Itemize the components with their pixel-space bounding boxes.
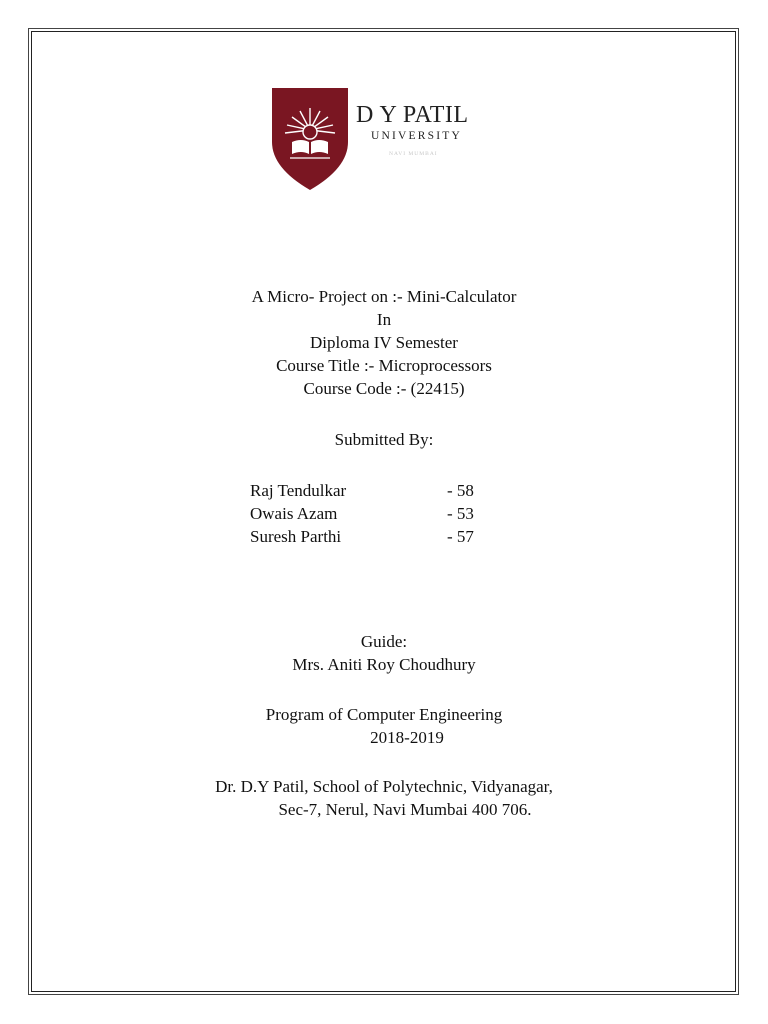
address-block [0,775,768,821]
logo-subtitle: UNIVERSITY [371,130,462,142]
submitted-by-label: Submitted By: [334,430,434,449]
guide-name: Mrs. Aniti Roy Choudhury [292,655,476,674]
program-block [0,703,768,749]
semester: Diploma IV Semester [310,333,458,352]
address-line-1: Dr. D.Y Patil, School of Polytechnic, Vidyanagar, [215,777,553,796]
member-roll: - 53 [447,504,474,523]
guide-block [0,630,768,676]
course-code: Course Code :- (22415) [303,379,465,398]
member-roll: - 58 [447,481,474,500]
project-title: A Micro- Project on :- Mini-Calculator [251,287,517,306]
address-line-2: Sec-7, Nerul, Navi Mumbai 400 706. [278,800,532,819]
logo-name: D Y PATIL [356,102,469,128]
academic-year: 2018-2019 [370,728,444,747]
logo-tagline: NAVI MUMBAI [389,151,438,157]
title-connector: In [376,310,392,329]
course-title: Course Title :- Microprocessors [276,356,492,375]
member-name: Owais Azam [250,504,338,523]
guide-label: Guide: [360,632,408,651]
member-roll: - 57 [447,527,474,546]
university-logo-text [356,101,469,157]
program-name: Program of Computer Engineering [265,705,503,724]
member-name: Suresh Parthi [250,527,342,546]
member-name: Raj Tendulkar [250,481,347,500]
project-title-block [0,285,768,400]
